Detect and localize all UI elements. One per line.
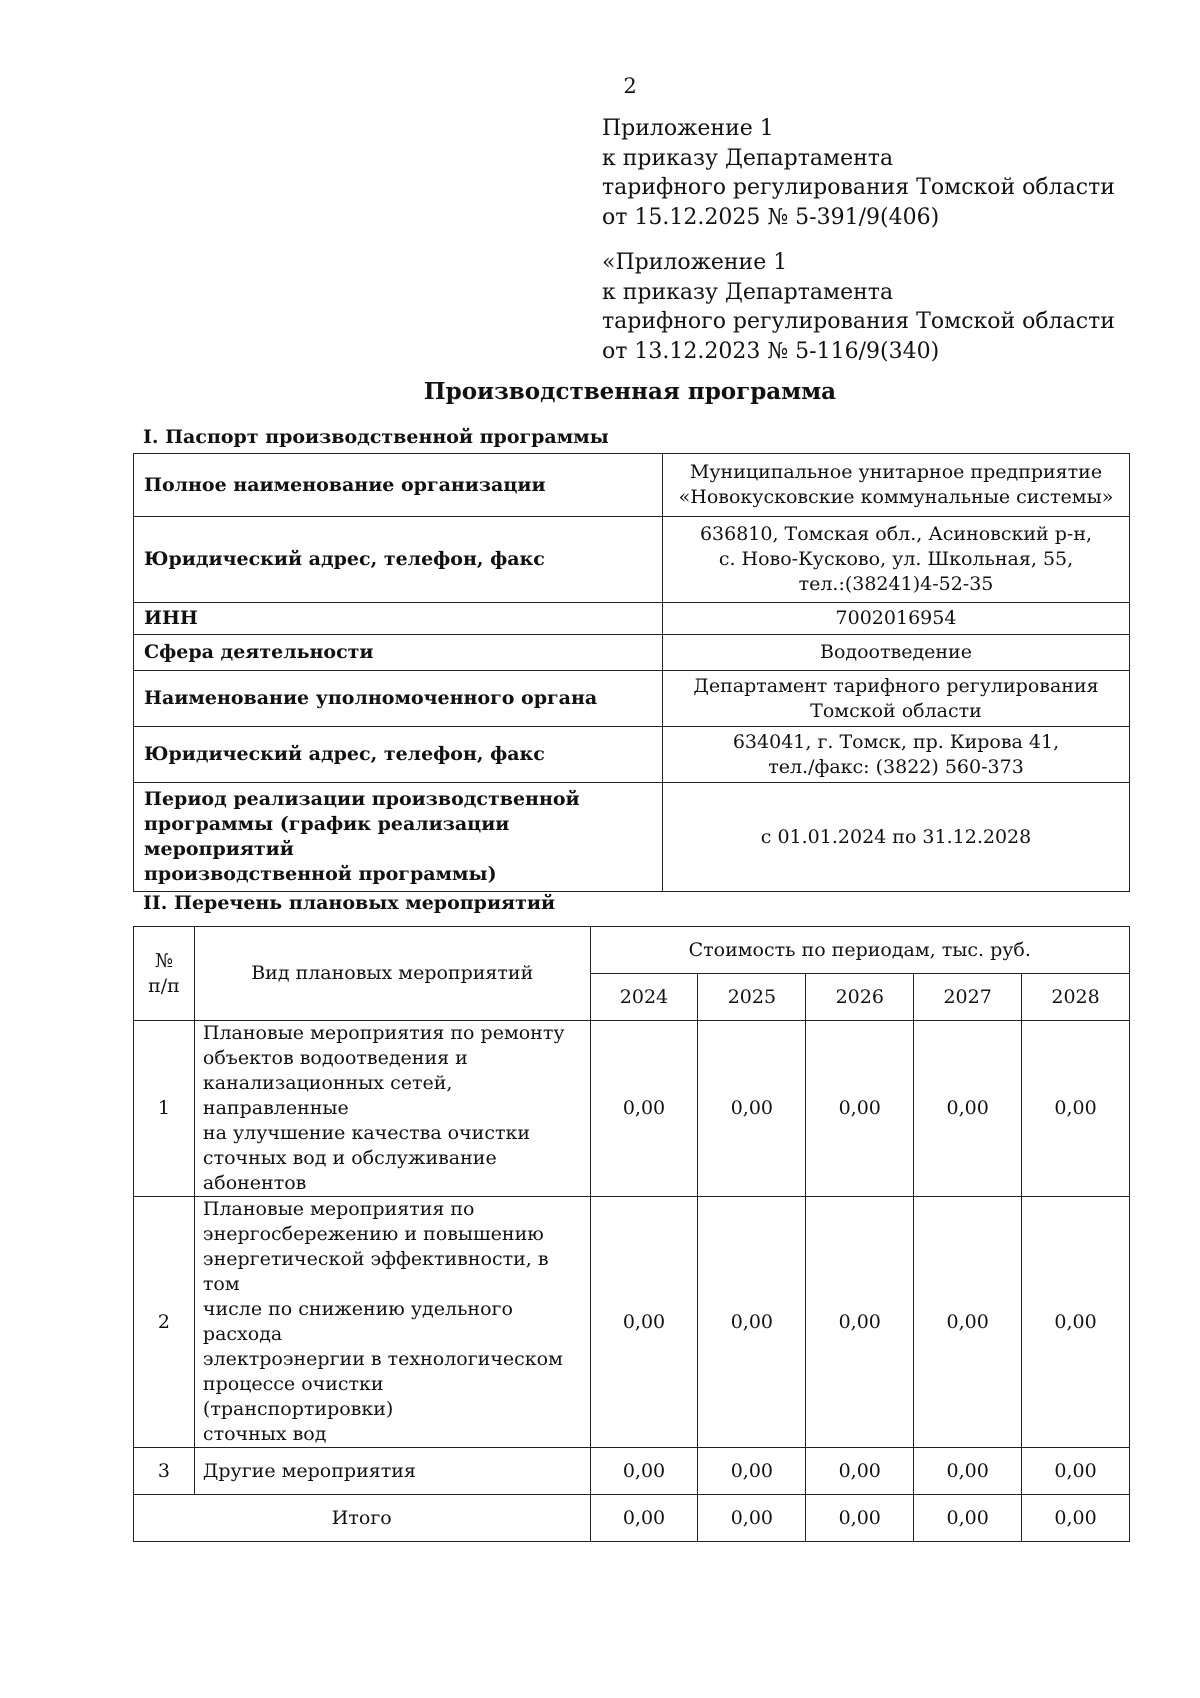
total-cell: 0,00 [590,1495,698,1542]
cost-header: Стоимость по периодам, тыс. руб. [590,927,1129,974]
passport-value [663,454,1130,517]
row-number: 1 [134,1021,195,1197]
annex-current-header [602,114,1162,232]
passport-value [663,727,1130,783]
passport-label: Юридический адрес, телефон, факс [134,517,663,603]
value-line: Водоотведение [820,641,972,663]
cost-cell: 0,00 [698,1021,806,1197]
cost-cell: 0,00 [806,1448,914,1495]
value-line: Томской области [810,699,982,722]
passport-row [134,517,1130,603]
row-description [194,1197,590,1448]
desc-line: процессе очистки (транспортировки) [202,1373,394,1420]
desc-line: абонентов [202,1172,307,1194]
value-line: с 01.01.2024 по 31.12.2028 [760,825,1032,848]
desc-line: энергосбережению и повышению [202,1223,544,1245]
desc-line: Плановые мероприятия по [202,1198,475,1220]
value-line: Муниципальное унитарное предприятие [689,461,1103,483]
plan-row [134,1021,1130,1197]
value-line: 636810, Томская обл., Асиновский р-н, [699,523,1093,545]
value-line: «Новокусковские коммунальные системы» [678,486,1114,508]
total-cell: 0,00 [806,1495,914,1542]
desc-line: сточных вод и обслуживание [202,1147,497,1169]
passport-row [134,603,1130,635]
annex-line: тарифного регулирования Томской области [602,175,1115,200]
plan-row [134,1448,1130,1495]
row-number: 3 [134,1448,195,1495]
label-line: программы (график реализации мероприятий [144,813,510,860]
passport-row [134,454,1130,517]
passport-label: Полное наименование организации [134,454,663,517]
cost-cell: 0,00 [698,1448,806,1495]
passport-value [663,635,1130,671]
cost-cell: 0,00 [1022,1197,1130,1448]
annex-line: Приложение 1 [602,116,774,141]
cost-cell: 0,00 [590,1021,698,1197]
year-header: 2028 [1022,974,1130,1021]
value-line: тел.:(38241)4-52-35 [798,573,994,595]
kind-header: Вид плановых мероприятий [194,927,590,1021]
year-header: 2026 [806,974,914,1021]
annex-previous-header [602,248,1162,366]
passport-label: Сфера деятельности [134,635,663,671]
desc-line: канализационных сетей, направленные [202,1072,453,1119]
passport-row [134,635,1130,671]
row-description [194,1448,590,1495]
num-header-line: № [154,949,173,972]
total-cell: 0,00 [914,1495,1022,1542]
value-line: тел./факс: (3822) 560-373 [768,755,1024,778]
desc-line: сточных вод [202,1423,327,1445]
document-title: Производственная программа [423,378,837,405]
cost-cell: 0,00 [806,1197,914,1448]
annex-line: к приказу Департамента [602,279,894,305]
value-line: Департамент тарифного регулирования [693,674,1099,697]
passport-row [134,727,1130,783]
passport-value [663,517,1130,603]
total-cell: 0,00 [1022,1495,1130,1542]
annex-line: к приказу Департамента [602,145,894,171]
passport-table [133,453,1130,892]
cost-cell: 0,00 [806,1021,914,1197]
desc-line: Плановые мероприятия по ремонту [202,1022,565,1044]
label-line: Период реализации производственной [144,788,580,810]
annex-line: от 13.12.2023 № 5-116/9(340) [602,338,940,364]
annex-line: «Приложение 1 [602,250,788,275]
annex-line: от 15.12.2025 № 5-391/9(406) [602,204,940,230]
page-number: 2 [623,74,637,98]
passport-label [134,783,663,892]
cost-cell: 0,00 [914,1197,1022,1448]
cost-cell: 0,00 [914,1021,1022,1197]
passport-row [134,783,1130,892]
desc-line: числе по снижению удельного расхода [202,1298,513,1345]
cost-cell: 0,00 [914,1448,1022,1495]
desc-line: Другие мероприятия [202,1459,416,1482]
value-line: 7002016954 [835,607,957,629]
cost-cell: 0,00 [590,1197,698,1448]
desc-line: энергетической эффективности, в том [202,1248,549,1295]
passport-row [134,671,1130,727]
total-label: Итого [134,1495,591,1542]
desc-line: объектов водоотведения и [202,1047,468,1069]
passport-value [663,671,1130,727]
value-line: с. Ново-Кусково, ул. Школьная, 55, [718,548,1074,570]
section-1-title: I. Паспорт производственной программы [143,426,609,448]
num-header [134,927,195,1021]
year-header: 2024 [590,974,698,1021]
plan-header-row [134,927,1130,974]
passport-label: Наименование уполномоченного органа [134,671,663,727]
plan-table [133,926,1130,1542]
year-header: 2027 [914,974,1022,1021]
cost-cell: 0,00 [590,1448,698,1495]
passport-value [663,603,1130,635]
desc-line: на улучшение качества очистки [202,1122,531,1144]
passport-label: ИНН [134,603,663,635]
label-line: производственной программы) [144,863,497,885]
row-number: 2 [134,1197,195,1448]
passport-value [663,783,1130,892]
total-cell: 0,00 [698,1495,806,1542]
row-description [194,1021,590,1197]
cost-cell: 0,00 [1022,1021,1130,1197]
num-header-line: п/п [148,974,180,997]
annex-line: тарифного регулирования Томской области [602,309,1115,334]
desc-line: электроэнергии в технологическом [202,1348,563,1370]
year-header: 2025 [698,974,806,1021]
cost-cell: 0,00 [698,1197,806,1448]
section-2-title: II. Перечень плановых мероприятий [143,892,556,914]
value-line: 634041, г. Томск, пр. Кирова 41, [732,730,1060,753]
plan-total-row [134,1495,1130,1542]
plan-row [134,1197,1130,1448]
cost-cell: 0,00 [1022,1448,1130,1495]
passport-label: Юридический адрес, телефон, факс [134,727,663,783]
